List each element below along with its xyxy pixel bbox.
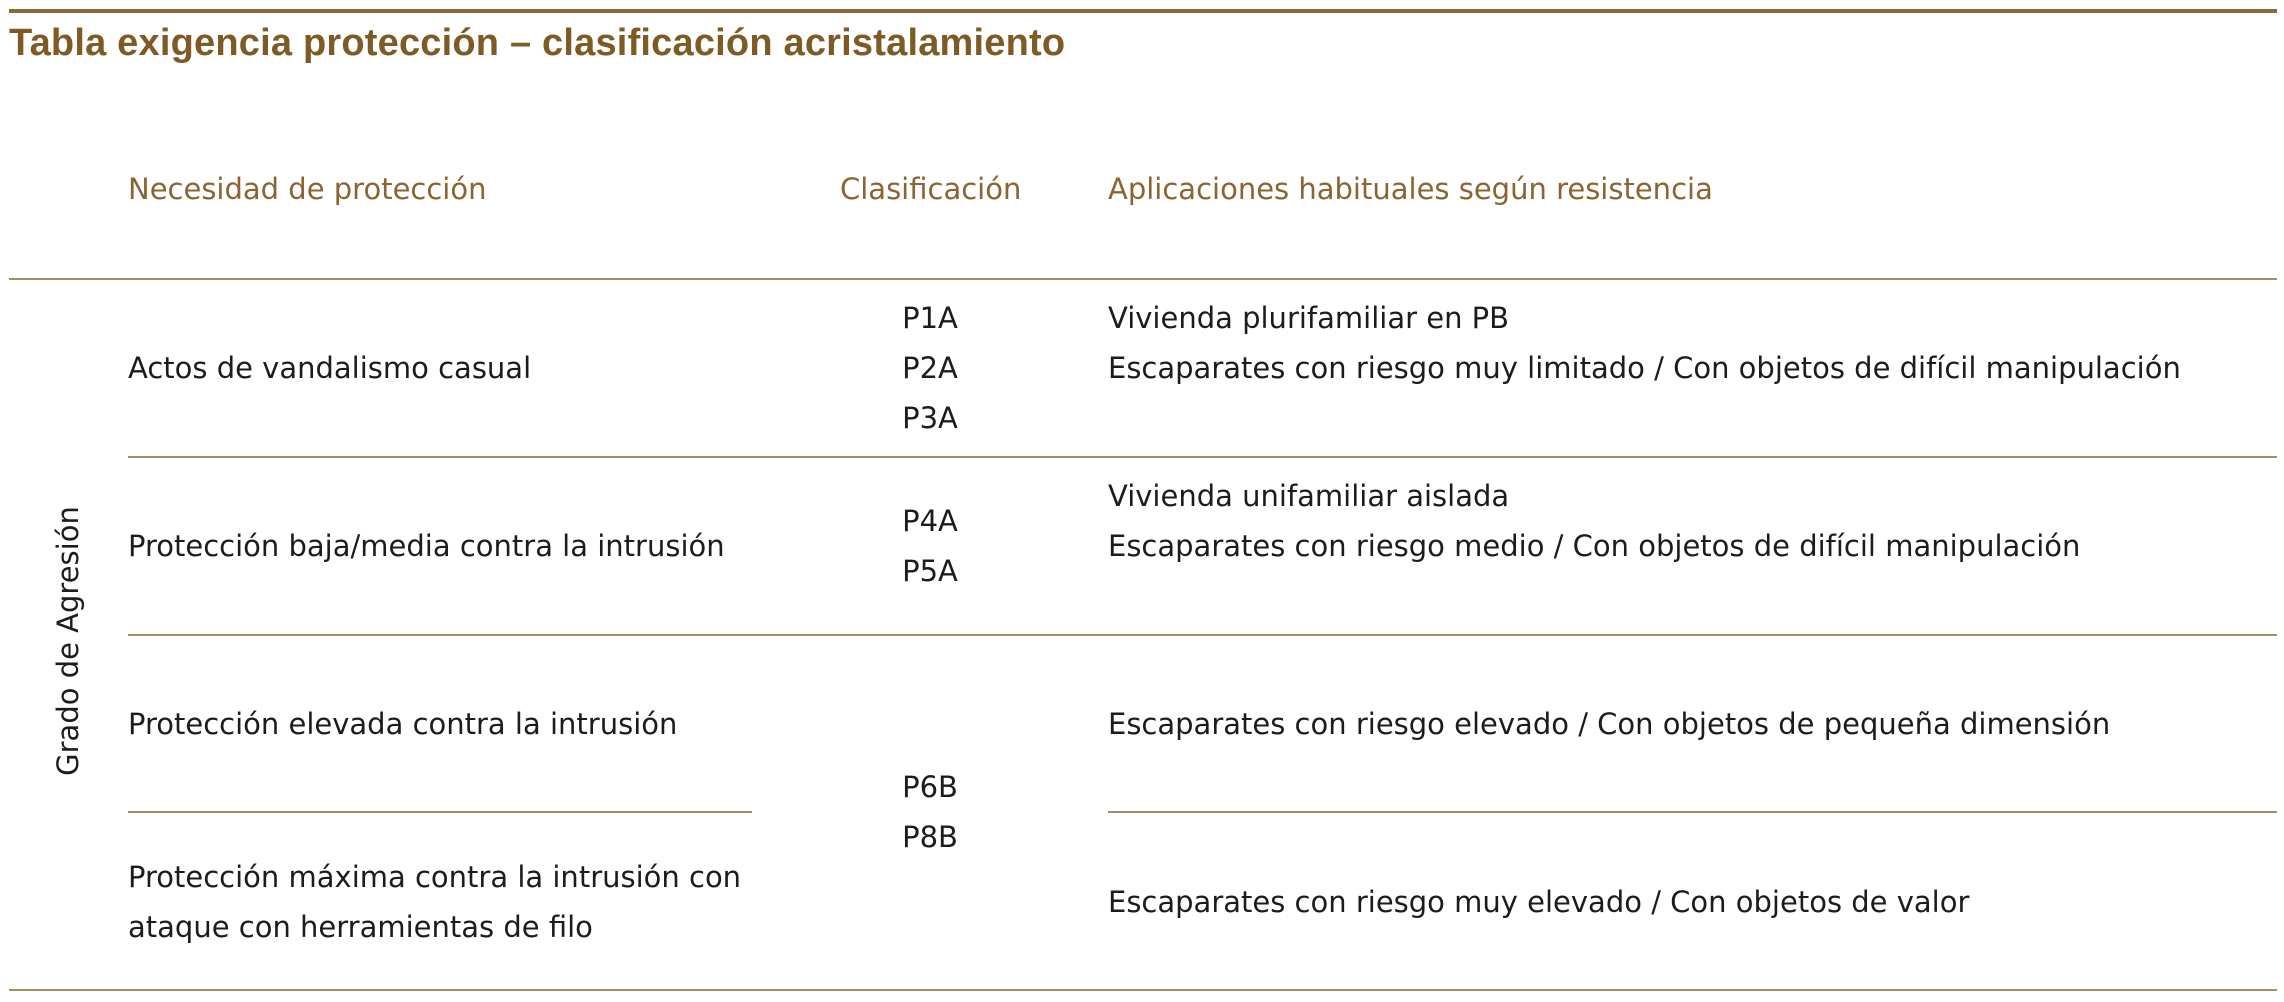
classification-value: P8B bbox=[902, 820, 958, 854]
top-rule bbox=[9, 9, 2277, 13]
row-need: Protección baja/media contra la intrusión bbox=[128, 529, 725, 563]
classification-value: P2A bbox=[902, 351, 958, 385]
classification-value: P6B bbox=[902, 770, 958, 804]
page-title: Tabla exigencia protección – clasificación acristalamiento bbox=[9, 22, 1066, 64]
application-text: Vivienda plurifamiliar en PB bbox=[1108, 301, 1510, 335]
header-applications: Aplicaciones habituales según resistencia bbox=[1108, 172, 1713, 206]
row-divider bbox=[128, 634, 2277, 636]
row-need: Protección máxima contra la intrusión con bbox=[128, 860, 742, 894]
classification-value: P3A bbox=[902, 401, 958, 435]
header-classification: Clasificación bbox=[840, 172, 1022, 206]
row-divider-applications bbox=[1108, 811, 2277, 813]
application-text: Escaparates con riesgo muy elevado / Con objetos de valor bbox=[1108, 885, 1970, 919]
row-divider-need bbox=[128, 811, 752, 813]
classification-value: P5A bbox=[902, 554, 958, 588]
header-need: Necesidad de protección bbox=[128, 172, 487, 206]
table-top-rule bbox=[9, 278, 2277, 280]
application-text: Escaparates con riesgo elevado / Con objetos de pequeña dimensión bbox=[1108, 707, 2111, 741]
side-label: Grado de Agresión bbox=[51, 506, 85, 776]
row-divider bbox=[128, 456, 2277, 458]
application-text: Escaparates con riesgo medio / Con objetos de difícil manipulación bbox=[1108, 529, 2081, 563]
row-need: Protección elevada contra la intrusión bbox=[128, 707, 678, 741]
table-bottom-rule bbox=[9, 989, 2277, 991]
application-text: Escaparates con riesgo muy limitado / Con objetos de difícil manipulación bbox=[1108, 351, 2181, 385]
classification-value: P1A bbox=[902, 301, 958, 335]
row-need: ataque con herramientas de filo bbox=[128, 910, 593, 944]
application-text: Vivienda unifamiliar aislada bbox=[1108, 479, 1510, 513]
classification-value: P4A bbox=[902, 504, 958, 538]
row-need: Actos de vandalismo casual bbox=[128, 351, 532, 385]
